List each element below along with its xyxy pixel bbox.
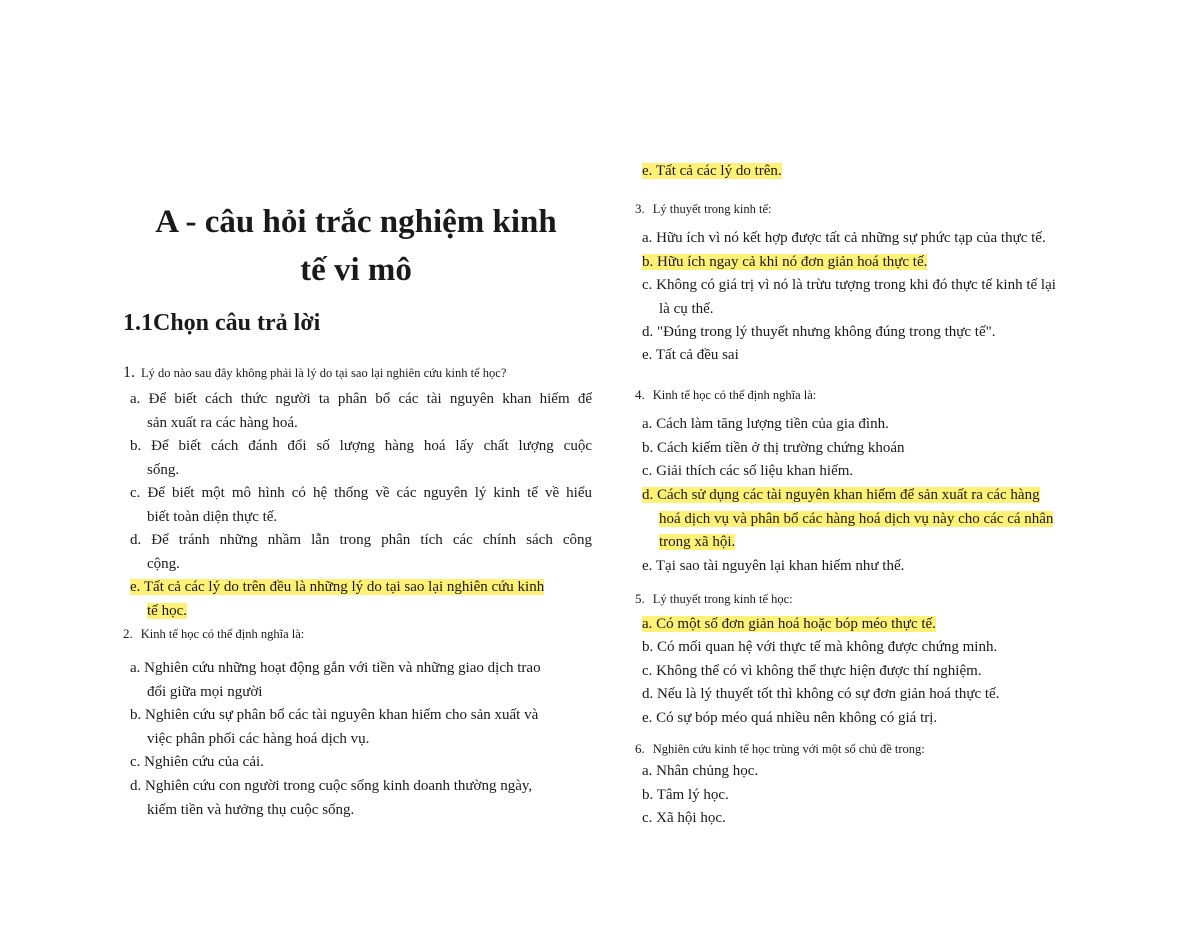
option-1c: c. Để biết một mô hình có hệ thống về các nguyên lý kinh tế về hiểu biết toàn diện thực tế. [130,485,592,525]
question-text: Lý do nào sau đây không phải là lý do tại sao lại nghiên cứu kinh tế học? [141,366,507,380]
title-line: A - câu hỏi trắc nghiệm kinh [155,204,557,240]
title-line: tế vi mô [300,252,412,288]
option-3a: a. Hữu ích vì nó kết hợp được tất cả những sự phức tạp của thực tế. [642,230,1046,246]
question-number: 2. [123,626,133,641]
question-4-stem [635,385,816,405]
question-number: 6. [635,741,645,756]
section-heading: 1.1Chọn câu trả lời [123,310,321,336]
option-3c: c. Không có giá trị vì nó là trừu tượng trong khi đó thực tế kinh tế lại là cụ thể. [642,277,1056,317]
option-3b-correct: b. Hữu ích ngay cả khi nó đơn giản hoá thực tế. [642,254,928,270]
option-4e: e. Tại sao tài nguyên lại khan hiếm như thế. [642,558,905,574]
question-1-stem [123,363,506,383]
page-title [120,198,592,294]
question-2-stem [123,624,304,644]
option-5c: c. Không thể có vì không thể thực hiện được thí nghiệm. [642,663,982,679]
question-text: Lý thuyết trong kinh tế học: [652,592,793,606]
option-2c: c. Nghiên cứu của cải. [130,754,264,770]
option-1a: a. Để biết cách thức người ta phân bổ các tài nguyên khan hiếm để sản xuất ra các hàng hoá. [130,391,592,431]
option-5b: b. Có mối quan hệ với thực tế mà không được chứng minh. [642,639,998,655]
option-2b: b. Nghiên cứu sự phân bổ các tài nguyên khan hiếm cho sản xuất và việc phân phối các hàng hoá dịch vụ. [130,707,539,747]
option-5e: e. Có sự bóp méo quá nhiều nên không có giá trị. [642,710,938,726]
option-5d: d. Nếu là lý thuyết tốt thì không có sự đơn giản hoá thực tế. [642,686,1000,702]
option-6a: a. Nhân chủng học. [642,763,759,779]
question-text: Lý thuyết trong kinh tế: [652,202,772,216]
question-number: 4. [635,387,645,402]
option-1d: d. Để tránh những nhầm lẫn trong phân tích các chính sách công cộng. [130,532,592,572]
option-1b: b. Để biết cách đánh đổi số lượng hàng hoá lấy chất lượng cuộc sống. [130,438,592,478]
question-text: Kinh tế học có thể định nghĩa là: [140,627,305,641]
option-4b: b. Cách kiếm tiền ở thị trường chứng khoán [642,440,905,456]
question-6-stem [635,739,925,759]
question-text: Kinh tế học có thể định nghĩa là: [652,388,817,402]
option-6c: c. Xã hội học. [642,810,726,826]
option-1e-correct: e. Tất cả các lý do trên đều là những lý do tại sao lại nghiên cứu kinh tế học. [130,579,545,619]
question-number: 5. [635,591,645,606]
option-6b: b. Tâm lý học. [642,787,729,803]
option-2e-correct: e. Tất cả các lý do trên. [642,163,782,179]
question-text: Nghiên cứu kinh tế học trùng với một số chủ đề trong: [652,742,925,756]
option-4d-correct: d. Cách sử dụng các tài nguyên khan hiếm để sản xuất ra các hàng hoá dịch vụ và phân bổ các hàng hoá dịch vụ này cho các cá nhân trong xã hội. [642,487,1054,550]
option-2d: d. Nghiên cứu con người trong cuộc sống kinh doanh thường ngày, kiếm tiền và hưởng thụ cuộc sống. [130,778,533,818]
option-3e: e. Tất cả đều sai [642,347,739,363]
question-number: 3. [635,201,645,216]
option-5a-correct: a. Có một số đơn giản hoá hoặc bóp méo thực tế. [642,616,936,632]
question-3-stem [635,199,771,219]
option-4c: c. Giải thích các số liệu khan hiếm. [642,463,854,479]
option-3d: d. "Đúng trong lý thuyết nhưng không đúng trong thực tế". [642,324,996,340]
question-number: 1. [123,364,135,381]
question-5-stem [635,589,793,609]
option-4a: a. Cách làm tăng lượng tiền của gia đình. [642,416,889,432]
option-2a: a. Nghiên cứu những hoạt động gắn với tiền và những giao dịch trao đổi giữa mọi người [130,660,541,700]
